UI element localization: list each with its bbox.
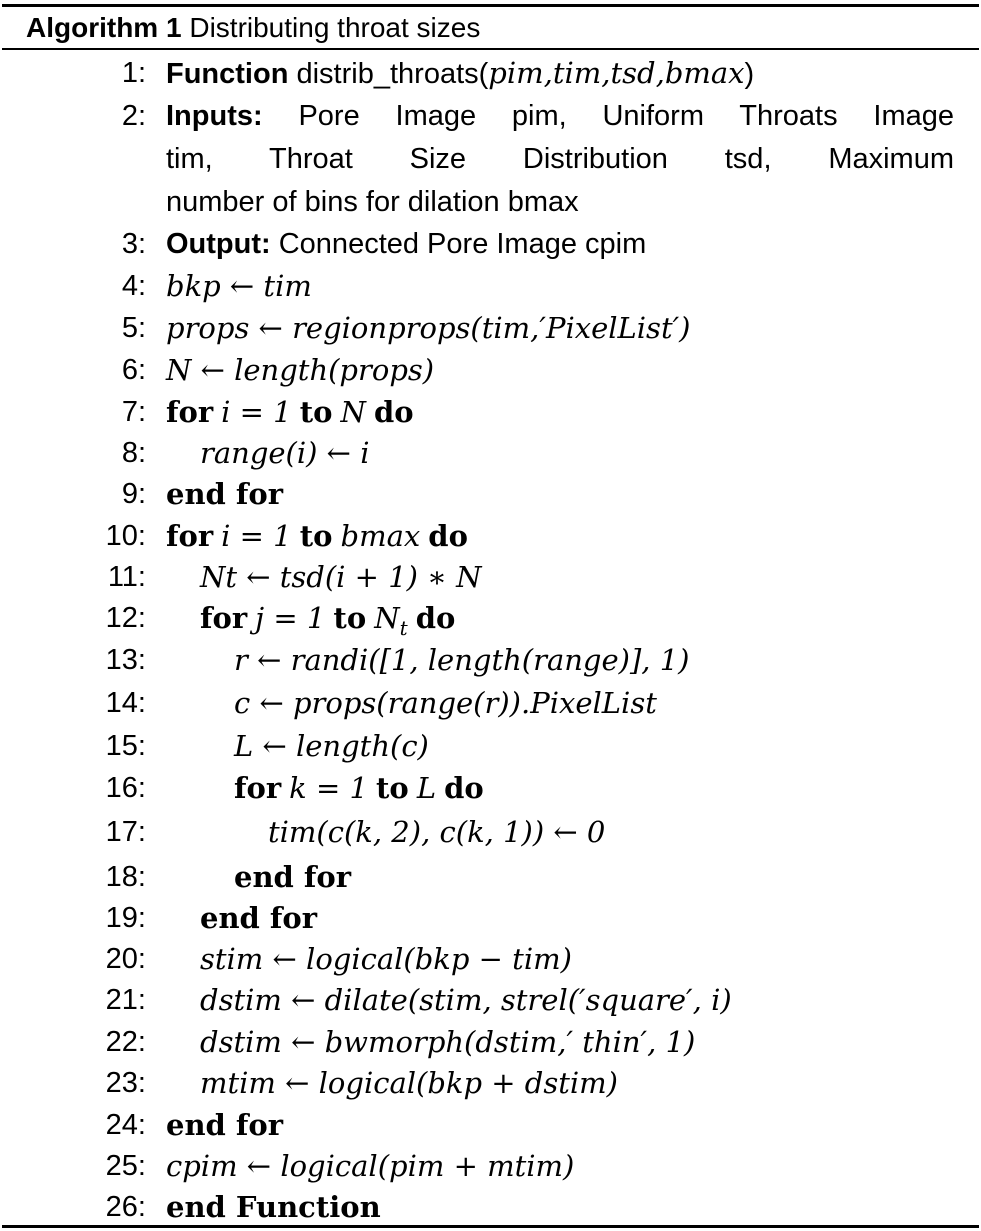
- keyword-to: to: [376, 771, 409, 805]
- function-name: distrib_throats(: [296, 58, 489, 90]
- line-number: 3:: [121, 228, 146, 260]
- keyword-do: do: [428, 519, 468, 553]
- function-close: ): [744, 58, 755, 90]
- loop-bound: bmax: [340, 519, 421, 553]
- algo-line-9: [0, 473, 981, 515]
- algo-line-22: [0, 1021, 981, 1063]
- line-number: 20:: [105, 943, 146, 975]
- algo-line-5: [0, 307, 981, 349]
- keyword-end-function: end Function: [166, 1190, 381, 1224]
- algo-line-24: [0, 1104, 981, 1146]
- loop-bound: N: [374, 601, 400, 635]
- caption-rule: [2, 48, 979, 50]
- line-number: 13:: [105, 644, 146, 676]
- line-number: 21:: [105, 984, 146, 1016]
- keyword-end-for: end for: [166, 477, 284, 511]
- algo-line-6: [0, 349, 981, 391]
- line-number: 12:: [105, 602, 146, 634]
- statement: Nt ← tsd(i + 1) ∗ N: [200, 560, 482, 594]
- bottom-rule: [2, 1225, 979, 1228]
- keyword-for: for: [234, 771, 282, 805]
- algo-line-25: [0, 1145, 981, 1187]
- algo-line-2-cont: [0, 138, 981, 180]
- statement: cpim ← logical(pim + mtim): [166, 1149, 575, 1183]
- keyword-end-for: end for: [200, 901, 318, 935]
- keyword: Inputs:: [166, 100, 263, 132]
- line-number: 7:: [121, 396, 146, 428]
- line-number: 11:: [107, 561, 146, 593]
- statement: dstim ← bwmorph(dstim,′ thin′, 1): [200, 1025, 696, 1059]
- inputs-text-3: number of bins for dilation bmax: [166, 186, 579, 218]
- line-content: [166, 138, 954, 180]
- algo-line-23: [0, 1062, 981, 1104]
- line-content: [166, 95, 954, 137]
- keyword-end-for: end for: [166, 1108, 284, 1142]
- output-text: Connected Pore Image cpim: [278, 228, 647, 260]
- loop-bound-subscript: t: [399, 615, 408, 640]
- keyword-for: for: [166, 395, 214, 429]
- algo-line-7: [0, 391, 981, 433]
- algo-line-17: [0, 811, 981, 853]
- keyword-to: to: [299, 519, 333, 553]
- loop-bound: N: [340, 395, 366, 429]
- line-number: 14:: [105, 687, 146, 719]
- line-number: 8:: [121, 437, 146, 469]
- algorithm-title: Distributing throat sizes: [189, 12, 481, 43]
- loop-init: j = 1: [255, 601, 326, 635]
- line-number: 24:: [105, 1109, 146, 1141]
- algo-line-13: [0, 639, 981, 681]
- keyword-end-for: end for: [234, 860, 352, 894]
- algo-line-18: [0, 856, 981, 898]
- keyword: Function: [166, 58, 289, 90]
- inputs-text-1: Pore Image pim, Uniform Throats Image: [298, 100, 954, 132]
- algo-line-8: [0, 432, 981, 474]
- line-content: [166, 515, 468, 558]
- line-number: 18:: [105, 861, 146, 893]
- algo-line-14: [0, 682, 981, 724]
- algo-line-26: [0, 1186, 981, 1228]
- statement: stim ← logical(bkp − tim): [200, 942, 572, 976]
- statement: bkp ← tim: [166, 269, 312, 303]
- keyword-for: for: [166, 519, 214, 553]
- algo-line-10: [0, 515, 981, 557]
- statement: L ← length(c): [234, 729, 429, 763]
- line-number: 4:: [121, 270, 146, 302]
- loop-init: k = 1: [289, 771, 368, 805]
- statement: mtim ← logical(bkp + dstim): [200, 1066, 618, 1100]
- algo-line-21: [0, 979, 981, 1021]
- statement: props ← regionprops(tim,′PixelList′): [166, 311, 691, 345]
- inputs-text-2: tim, Throat Size Distribution tsd, Maximum: [166, 143, 954, 175]
- keyword-for: for: [200, 601, 248, 635]
- line-number: 26:: [105, 1191, 146, 1223]
- line-number: 25:: [105, 1150, 146, 1182]
- line-content: [166, 52, 754, 95]
- line-number: 10:: [105, 520, 146, 552]
- keyword-to: to: [299, 395, 333, 429]
- line-number: 6:: [121, 354, 146, 386]
- keyword-do: do: [415, 601, 456, 635]
- algo-line-2: [0, 95, 981, 137]
- line-content: [166, 767, 484, 810]
- line-number: 9:: [121, 478, 146, 510]
- line-number: 22:: [105, 1026, 146, 1058]
- line-number: 23:: [105, 1067, 146, 1099]
- line-number: 1:: [121, 57, 146, 89]
- loop-bound: L: [416, 771, 437, 805]
- statement: N ← length(props): [166, 353, 435, 387]
- algo-line-20: [0, 938, 981, 980]
- line-number: 2:: [121, 100, 146, 132]
- statement: dstim ← dilate(stim, strel(′square′, i): [200, 983, 732, 1017]
- algo-line-15: [0, 725, 981, 767]
- keyword-do: do: [444, 771, 484, 805]
- algo-line-11: [0, 556, 981, 598]
- algo-line-16: [0, 767, 981, 809]
- line-number: 19:: [105, 902, 146, 934]
- statement: c ← props(range(r)).PixelList: [234, 686, 657, 720]
- line-content: [166, 223, 646, 265]
- line-number: 17:: [105, 816, 146, 848]
- keyword-to: to: [333, 601, 367, 635]
- statement: range(i) ← i: [200, 436, 370, 470]
- statement: tim(c(k, 2), c(k, 1)) ← 0: [268, 815, 606, 849]
- line-content: [166, 391, 414, 434]
- algo-line-19: [0, 897, 981, 939]
- keyword: Output:: [166, 228, 271, 260]
- algo-line-2-cont2: [0, 181, 981, 223]
- loop-init: i = 1: [221, 519, 292, 553]
- line-number: 5:: [121, 312, 146, 344]
- line-number: 16:: [105, 772, 146, 804]
- loop-init: i = 1: [221, 395, 292, 429]
- algorithm-caption: [26, 10, 480, 46]
- algo-line-12: [0, 597, 981, 639]
- top-rule: [2, 4, 979, 7]
- function-args: pim,tim,tsd,bmax: [488, 56, 745, 90]
- algo-line-1: [0, 52, 981, 94]
- keyword-do: do: [373, 395, 414, 429]
- algo-line-4: [0, 265, 981, 307]
- statement: r ← randi([1, length(range)], 1): [234, 643, 690, 677]
- algo-line-3: [0, 223, 981, 265]
- line-number: 15:: [105, 730, 146, 762]
- algorithm-label: Algorithm 1: [26, 12, 182, 43]
